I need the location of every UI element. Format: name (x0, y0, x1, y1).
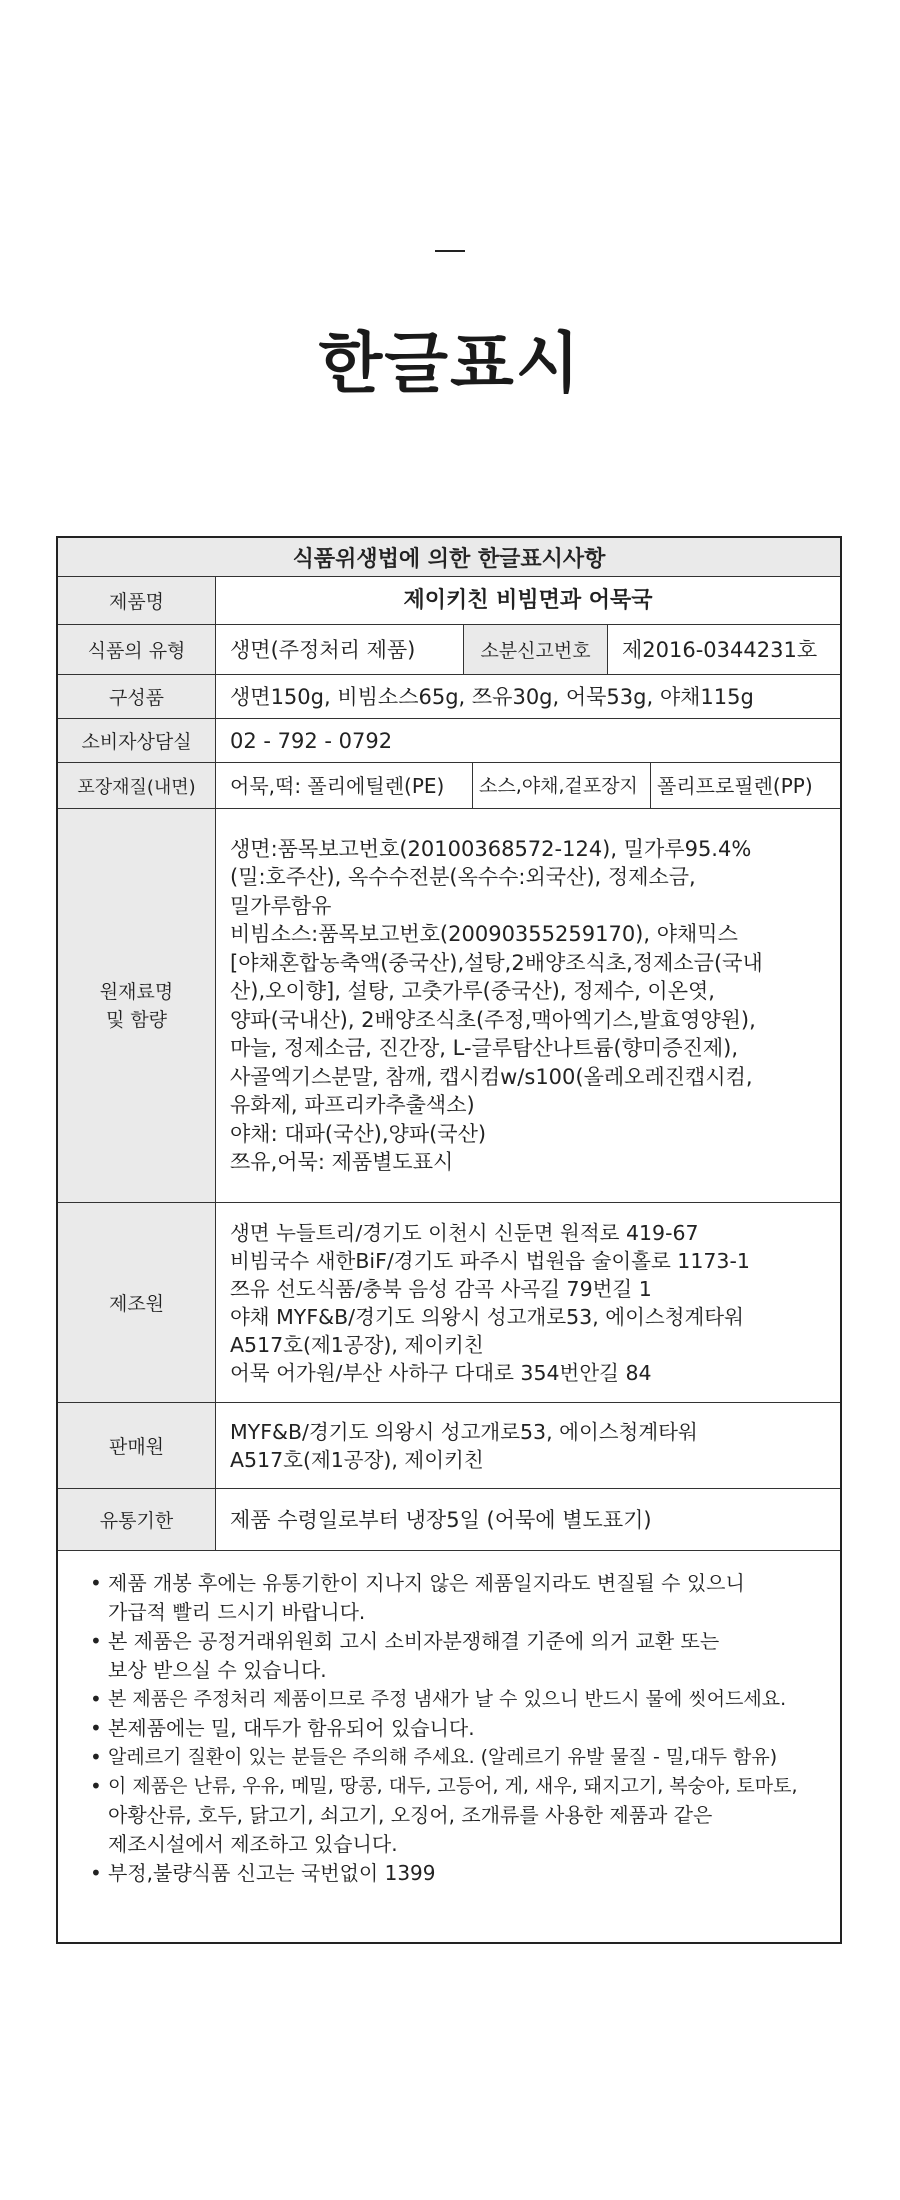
note-line: • 본 제품은 주정처리 제품이므로 주정 냄새가 날 수 있으니 반드시 물에 씻어드세요. (108, 1688, 787, 1710)
ingredients-label (58, 809, 216, 1202)
manufacturer-line: 쯔유 선도식품/충북 음성 감곡 사곡길 79번길 1 (230, 1276, 652, 1301)
expiry-value: 제품 수령일로부터 냉장5일 (어묵에 별도표기) (230, 1507, 652, 1532)
ingredients-line: 유화제, 파프리카추출색소) (230, 1093, 475, 1117)
ingredients-line: 야채: 대파(국산),양파(국산) (230, 1121, 487, 1146)
ingredients-label-line: 및 함량 (105, 1008, 168, 1031)
label-table (56, 536, 842, 1944)
note-item (88, 1772, 828, 1859)
note-item (88, 1627, 828, 1685)
ingredients-line: 밀가루함유 (230, 893, 332, 918)
note-line: • 제품 개봉 후에는 유통기한이 지나지 않은 제품일지라도 변질될 수 있으니 (108, 1571, 745, 1595)
expiry-label: 유통기한 (58, 1489, 216, 1550)
food-type-label: 식품의 유형 (58, 625, 216, 674)
table-row-composition (58, 674, 840, 718)
note-item (88, 1859, 828, 1888)
manufacturer-line: A517호(제1공장), 제이키친 (230, 1332, 484, 1357)
note-line: 제조시설에서 제조하고 있습니다. (108, 1832, 398, 1856)
ingredients-line: [야채혼합농축액(중국산),설탕,2배양조식초,정제소금(국내 (230, 950, 763, 975)
ingredients-line: 양파(국내산), 2배양조식초(주정,맥아엑기스,발효영양원), (230, 1007, 756, 1032)
packaging-value-pp: 폴리프로필렌(PP) (650, 763, 840, 808)
seller-line: MYF&B/경기도 의왕시 성고개로53, 에이스청계타워 (230, 1419, 698, 1444)
ingredients-line: 마늘, 정제소금, 진간장, L-글루탐산나트륨(향미증진제), (230, 1036, 739, 1060)
note-line: 보상 받으실 수 있습니다. (108, 1658, 327, 1682)
note-item (88, 1743, 828, 1772)
table-row-product-name (58, 576, 840, 624)
report-number-label: 소분신고번호 (463, 625, 608, 674)
seller-label: 판매원 (58, 1403, 216, 1488)
ingredients-line: 쯔유,어묵: 제품별도표시 (230, 1150, 454, 1174)
product-name-value: 제이키친 비빔면과 어묵국 (403, 587, 653, 613)
note-item (88, 1714, 828, 1743)
packaging-label: 포장재질(내면) (58, 763, 216, 808)
manufacturer-line: 어묵 어가원/부산 사하구 다대로 354번안길 84 (230, 1360, 652, 1385)
note-item (88, 1685, 828, 1714)
notes-list (88, 1569, 828, 1888)
note-line: • 본 제품은 공정거래위원회 고시 소비자분쟁해결 기준에 의거 교환 또는 (108, 1629, 720, 1653)
table-row-food-type (58, 624, 840, 674)
table-banner: 식품위생법에 의한 한글표시사항 (58, 538, 840, 576)
note-line: • 부정,불량식품 신고는 국번없이 1399 (108, 1861, 436, 1885)
ingredients-line: 생면:품목보고번호(20100368572-124), 밀가루95.4% (230, 836, 752, 861)
manufacturer-label: 제조원 (58, 1203, 216, 1402)
manufacturer-line: 야채 MYF&B/경기도 의왕시 성고개로53, 에이스청계타워 (230, 1304, 744, 1329)
table-row-expiry (58, 1488, 840, 1550)
ingredients-value (216, 809, 840, 1202)
manufacturer-value (216, 1203, 840, 1402)
seller-value (216, 1403, 840, 1488)
product-name-label: 제품명 (58, 577, 216, 624)
manufacturer-line: 생면 누들트리/경기도 이천시 신둔면 원적로 419-67 (230, 1220, 699, 1245)
ingredients-label-line: 원재료명 (99, 980, 174, 1003)
note-line: • 알레르기 질환이 있는 분들은 주의해 주세요. (알레르기 유발 물질 - 밀,대두 함유) (108, 1746, 778, 1768)
title-dash-divider (435, 250, 465, 252)
table-banner-row (58, 538, 840, 576)
table-row-ingredients (58, 808, 840, 1202)
food-type-value: 생면(주정처리 제품) (230, 637, 416, 662)
page-title: 한글표시 (318, 325, 582, 402)
table-row-manufacturer (58, 1202, 840, 1402)
table-row-packaging (58, 762, 840, 808)
ingredients-line: 사골엑기스분말, 참깨, 캡시컴w/s100(올레오레진캡시컴, (230, 1064, 753, 1089)
composition-label: 구성품 (58, 675, 216, 718)
composition-value: 생면150g, 비빔소스65g, 쯔유30g, 어묵53g, 야채115g (230, 684, 754, 709)
seller-line: A517호(제1공장), 제이키친 (230, 1447, 484, 1472)
consumer-center-value: 02 - 792 - 0792 (230, 728, 393, 753)
packaging-value-sauce: 소스,야채,겉포장지 (472, 763, 650, 808)
packaging-value-pe: 어묵,떡: 폴리에틸렌(PE) (230, 773, 445, 798)
note-line: • 본제품에는 밀, 대두가 함유되어 있습니다. (108, 1716, 475, 1740)
note-line: 가급적 빨리 드시기 바랍니다. (108, 1600, 366, 1624)
table-row-consumer-center (58, 718, 840, 762)
consumer-center-label: 소비자상담실 (58, 719, 216, 762)
note-line: 아황산류, 호두, 닭고기, 쇠고기, 오징어, 조개류를 사용한 제품과 같은 (108, 1803, 713, 1827)
ingredients-line: (밀:호주산), 옥수수전분(옥수수:외국산), 정제소금, (230, 865, 696, 889)
manufacturer-line: 비빔국수 새한BiF/경기도 파주시 법원읍 술이홀로 1173-1 (230, 1248, 750, 1273)
note-line: • 이 제품은 난류, 우유, 메밀, 땅콩, 대두, 고등어, 게, 새우, 돼지고기, 복숭아, 토마토, (108, 1775, 798, 1797)
notes-section (58, 1550, 840, 1942)
report-number-value: 제2016-0344231호 (622, 637, 818, 662)
note-item (88, 1569, 828, 1627)
table-row-seller (58, 1402, 840, 1488)
ingredients-line: 비빔소스:품목보고번호(20090355259170), 야채믹스 (230, 922, 738, 946)
ingredients-line: 산),오이향], 설탕, 고춧가루(중국산), 정제수, 이온엿, (230, 979, 715, 1003)
